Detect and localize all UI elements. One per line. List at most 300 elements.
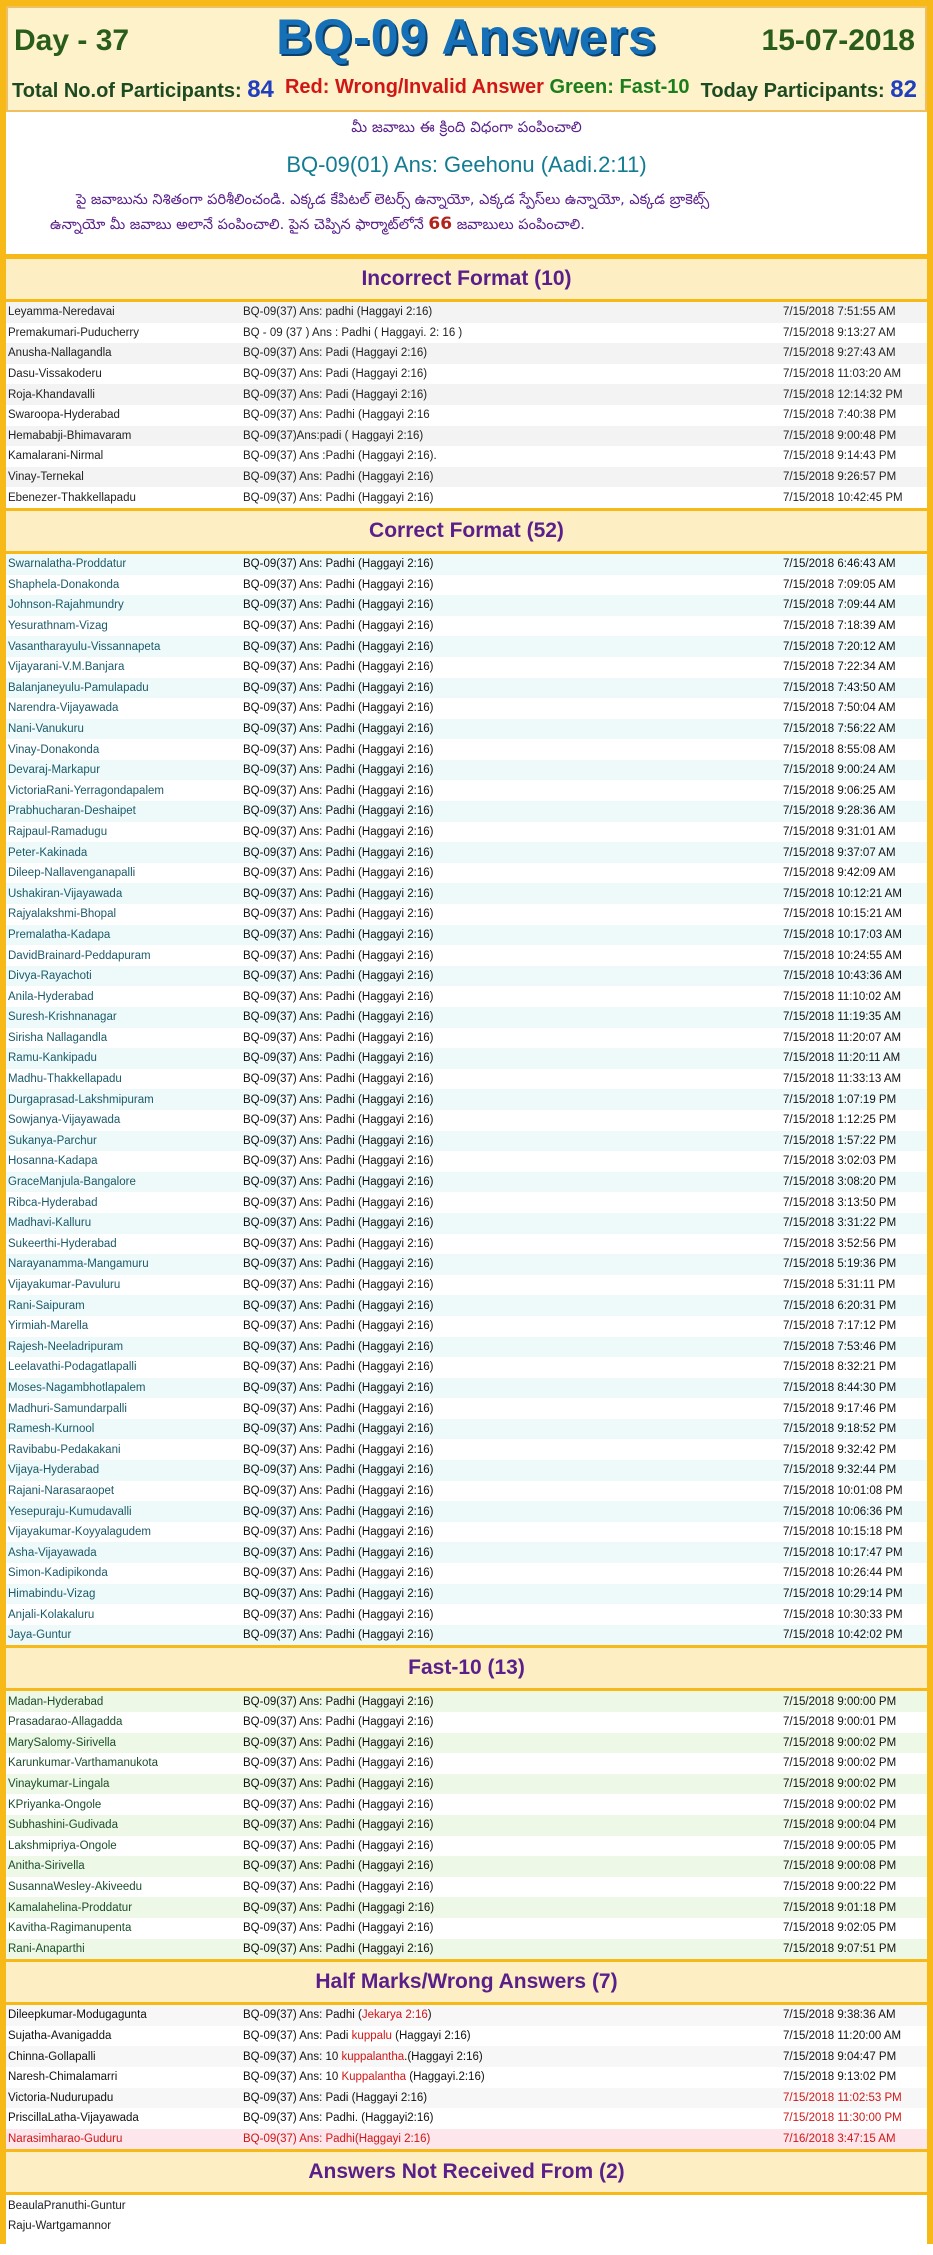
participant-name: SusannaWesley-Akiveedu (8, 1881, 143, 1894)
submitted-time (781, 2026, 927, 2047)
wrong-part: Kuppalantha (341, 2071, 407, 2084)
answer-text (241, 2108, 781, 2129)
submitted-time: 7/15/2018 9:00:02 PM (783, 1798, 897, 1811)
table-row (6, 1398, 927, 1419)
section-correct-header: Correct Format (52) (6, 508, 927, 554)
participant-name: DavidBrainard-Peddapuram (8, 949, 151, 962)
table-row (6, 719, 927, 740)
submitted-time (781, 2129, 927, 2150)
answer-text: BQ-09(37) Ans: Padhi (Haggayi 2:16) (243, 620, 434, 633)
answer-text: BQ-09(37) Ans: Padi (Haggayi 2:16) (243, 347, 428, 360)
table-row (6, 1439, 927, 1460)
submitted-time: 7/15/2018 9:00:22 PM (783, 1881, 897, 1894)
participant-name: Prabhucharan-Deshaipet (8, 805, 136, 818)
participant-name: Madhuri-Samundarpalli (8, 1402, 127, 1415)
table-row (6, 1563, 927, 1584)
participant-name: Vijayakumar-Koyyalagudem (8, 1526, 151, 1539)
table-row (6, 1007, 927, 1028)
participant-name: Suresh-Krishnanagar (8, 1011, 117, 1024)
answer-text: BQ-09(37) Ans: Padhi (Haggayi 2:16) (243, 702, 434, 715)
table-row (6, 1131, 927, 1152)
participant-name: KPriyanka-Ongole (8, 1798, 102, 1811)
table-row (6, 1691, 927, 1712)
participant-name: Peter-Kakinada (8, 846, 88, 859)
submitted-time: 7/15/2018 11:03:20 AM (783, 368, 902, 381)
answer-text: BQ-09(37) Ans: Padhi (Haggayi 2:16) (243, 1716, 434, 1729)
participant-name: Yesepuraju-Kumudavalli (8, 1505, 132, 1518)
table-row (6, 1316, 927, 1337)
submitted-time: 7/15/2018 11:20:11 AM (783, 1052, 901, 1065)
submitted-time: 7/15/2018 8:44:30 PM (783, 1381, 897, 1394)
table-row (6, 1897, 927, 1918)
submitted-time: 7/15/2018 9:00:00 PM (783, 1695, 897, 1708)
answer-text: BQ-09(37) Ans: Padhi (Haggayi 2:16) (243, 1505, 434, 1518)
participant-name: Ravibabu-Pedakakani (8, 1443, 121, 1456)
table-row (6, 1172, 927, 1193)
answer-text: BQ-09(37) Ans: Padhi (Haggayi 2:16) (243, 1608, 434, 1621)
participant-name: Madhavi-Kalluru (8, 1217, 92, 1230)
answer-text: BQ-09(37) Ans: Padhi (Haggayi 2:16) (243, 1196, 434, 1209)
submitted-time: 7/15/2018 7:20:12 AM (783, 640, 896, 653)
answer-text: BQ-09(37) Ans: Padhi (Haggayi 2:16) (243, 1361, 434, 1374)
participant-name: Subhashini-Gudivada (8, 1819, 118, 1832)
table-row (6, 575, 927, 596)
section-incorrect-header: Incorrect Format (10) (6, 256, 927, 302)
legend (285, 76, 690, 104)
submitted-time (781, 2067, 927, 2088)
participant-name: Madan-Hyderabad (8, 1695, 104, 1708)
participant-name: Anila-Hyderabad (8, 990, 94, 1003)
table-row (6, 405, 927, 426)
participant-name: Chinna-Gollapalli (8, 2050, 96, 2063)
submitted-time: 7/15/2018 7:17:12 PM (783, 1320, 897, 1333)
submitted-time: 7/15/2018 7:56:22 AM (783, 722, 896, 735)
participant-name: Leelavathi-Podagatlapalli (8, 1361, 137, 1374)
submitted-time: 7/15/2018 10:12:21 AM (783, 887, 902, 900)
answer-text: BQ-09(37) Ans: Padhi (Haggayi 2:16) (243, 1176, 434, 1189)
submitted-time: 7/15/2018 9:00:02 PM (783, 1757, 897, 1770)
participant-name: Anitha-Sirivella (8, 1860, 85, 1873)
answer-text: BQ-09(37) Ans: Padhi(Haggayi 2:16) (243, 2132, 431, 2145)
answer-text: BQ-09(37) Ans: Padhi (Haggayi 2:16) (243, 1881, 434, 1894)
submitted-time (781, 2216, 927, 2237)
submitted-time: 7/15/2018 3:31:22 PM (783, 1217, 897, 1230)
participant-name: Rani-Saipuram (8, 1299, 85, 1312)
table-row (6, 1815, 927, 1836)
answer-text: BQ-09(37) Ans: Padhi (Haggagi 2:16) (243, 1901, 435, 1914)
table-row (6, 1213, 927, 1234)
answer-text (241, 2067, 781, 2088)
participant-name: Ribca-Hyderabad (8, 1196, 98, 1209)
participant-name: Rani-Anaparthi (8, 1942, 85, 1955)
answer-text: BQ-09(37) Ans: Padhi (Haggayi 2:16) (243, 1093, 434, 1106)
answer-text: BQ-09(37) Ans: Padhi (Jekarya 2:16) (243, 2009, 432, 2022)
table-row (6, 1604, 927, 1625)
participant-name: Karunkumar-Varthamanukota (8, 1757, 158, 1770)
table-row (6, 863, 927, 884)
participant-name: Leyamma-Neredavai (8, 306, 115, 319)
submitted-time: 7/15/2018 7:53:46 PM (783, 1340, 897, 1353)
submitted-time: 7/15/2018 9:06:25 AM (783, 784, 896, 797)
table-row (6, 1481, 927, 1502)
submitted-time: 7/15/2018 9:00:02 PM (783, 1736, 897, 1749)
table-row (6, 2129, 927, 2150)
total-value: 84 (247, 76, 274, 103)
submitted-time: 7/15/2018 3:52:56 PM (783, 1237, 897, 1250)
answer-text: BQ-09(37) Ans :Padhi (Haggayi 2:16). (243, 450, 437, 463)
participant-name: Divya-Rayachoti (8, 970, 92, 983)
table-row (6, 739, 927, 760)
answer-text: BQ-09(37) Ans: Padhi (Haggayi 2:16) (243, 743, 434, 756)
participant-name: Asha-Vijayawada (8, 1546, 97, 1559)
table-row (6, 822, 927, 843)
table-row (6, 302, 927, 323)
table-row (6, 636, 927, 657)
answer-text: BQ-09(37) Ans: Padhi (Haggayi 2:16) (243, 1114, 434, 1127)
table-row (6, 1753, 927, 1774)
table-row (6, 2088, 927, 2109)
submitted-time: 7/15/2018 11:20:00 AM (783, 2030, 902, 2043)
submitted-time: 7/15/2018 7:22:34 AM (783, 661, 896, 674)
submitted-time: 7/15/2018 10:01:08 PM (783, 1484, 903, 1497)
submitted-time: 7/15/2018 9:31:01 AM (783, 825, 896, 838)
table-row (6, 1110, 927, 1131)
submitted-time: 7/15/2018 10:17:03 AM (783, 928, 902, 941)
answer-text (241, 2046, 781, 2067)
submitted-time: 7/15/2018 5:31:11 PM (783, 1279, 896, 1292)
submitted-time: 7/15/2018 5:19:36 PM (783, 1258, 897, 1271)
answer-text: BQ-09(37) Ans: Padhi (Haggayi 2:16) (243, 887, 434, 900)
wrong-part: Jekarya 2:16 (361, 2009, 428, 2022)
submitted-time: 7/15/2018 7:43:50 AM (783, 681, 896, 694)
table-row (6, 801, 927, 822)
answer-text: BQ-09(37) Ans: 10 Kuppalantha (Haggayi.2:16) (243, 2071, 485, 2084)
table-row (6, 1357, 927, 1378)
submitted-time: 7/15/2018 9:00:24 AM (783, 764, 896, 777)
submitted-time: 7/15/2018 8:32:21 PM (783, 1361, 897, 1374)
table-row (6, 1069, 927, 1090)
participant-name: Sukeerthi-Hyderabad (8, 1237, 117, 1250)
participant-name: Narendra-Vijayawada (8, 702, 119, 715)
submitted-time: 7/15/2018 10:24:55 AM (783, 949, 902, 962)
section-missing (6, 2195, 927, 2255)
participant-name: Anusha-Nallagandla (8, 347, 112, 360)
submitted-time: 7/15/2018 10:42:45 PM (783, 491, 903, 504)
participant-name: Kavitha-Ragimanupenta (8, 1922, 132, 1935)
table-row (6, 616, 927, 637)
participant-name: Ebenezer-Thakkellapadu (8, 491, 136, 504)
answer-text: BQ-09(37) Ans: Padhi (Haggayi 2:16) (243, 1757, 434, 1770)
submitted-time: 7/15/2018 9:02:05 PM (783, 1922, 897, 1935)
table-row (6, 487, 927, 508)
answer-text: BQ-09(37) Ans: 10 kuppalantha.(Haggayi 2:16) (243, 2050, 483, 2063)
instructions (6, 112, 927, 256)
answer-text: BQ-09(37) Ans: Padhi (Haggayi 2:16) (243, 1237, 434, 1250)
answer-text: BQ-09(37) Ans: Padhi (Haggayi 2:16) (243, 805, 434, 818)
submitted-time: 7/15/2018 3:08:20 PM (783, 1176, 897, 1189)
participant-name: Ramu-Kankipadu (8, 1052, 97, 1065)
section-half (6, 2005, 927, 2149)
answer-text: BQ-09(37) Ans: Padhi (Haggayi 2:16) (243, 1340, 434, 1353)
answer-text: BQ-09(37) Ans: Padhi (Haggayi 2:16) (243, 1587, 434, 1600)
table-row (6, 1048, 927, 1069)
submitted-time: 7/15/2018 10:42:02 PM (783, 1629, 903, 1642)
table-row (6, 1192, 927, 1213)
participant-name: BeaulaPranuthi-Guntur (8, 2199, 126, 2212)
answer-text: BQ-09(37) Ans: Padhi (Haggayi 2:16) (243, 681, 434, 694)
submitted-time: 7/15/2018 1:57:22 PM (783, 1134, 897, 1147)
participant-name: Dileep-Nallavenganapalli (8, 867, 136, 880)
submitted-time: 7/15/2018 3:13:50 PM (783, 1196, 897, 1209)
submitted-time: 7/15/2018 9:00:48 PM (783, 429, 897, 442)
answer-text (241, 2005, 781, 2026)
table-row (6, 2195, 927, 2216)
legend-red: Red: Wrong/Invalid Answer (284, 76, 544, 98)
participant-name: Hemababji-Bhimavaram (8, 429, 132, 442)
submitted-time: 7/15/2018 10:30:33 PM (783, 1608, 903, 1621)
submitted-time: 7/15/2018 11:30:00 PM (783, 2112, 902, 2125)
submitted-time: 7/15/2018 11:10:02 AM (783, 990, 902, 1003)
participant-name: Sukanya-Parchur (8, 1134, 97, 1147)
participant-name: Vasantharayulu-Vissannapeta (8, 640, 161, 653)
table-row (6, 2026, 927, 2047)
table-row (6, 1522, 927, 1543)
answer-text: BQ-09(37) Ans: Padhi (Haggayi 2:16) (243, 949, 434, 962)
answer-text: BQ-09(37) Ans: Padhi (Haggayi 2:16) (243, 1942, 434, 1955)
answer-text: BQ-09(37) Ans: Padhi (Haggayi 2:16) (243, 578, 434, 591)
submitted-time: 7/15/2018 9:00:08 PM (783, 1860, 897, 1873)
answer-text: BQ-09(37) Ans: Padhi (Haggayi 2:16) (243, 1526, 434, 1539)
answer-text: BQ-09(37) Ans: Padhi (Haggayi 2:16) (243, 1155, 434, 1168)
table-row (6, 467, 927, 488)
participant-name: Ramesh-Kurnool (8, 1423, 95, 1436)
submitted-time: 7/15/2018 9:37:07 AM (783, 846, 896, 859)
submitted-time (781, 2005, 927, 2026)
table-row (6, 554, 927, 575)
participant-name: PriscillaLatha-Vijayawada (8, 2112, 139, 2125)
participant-name: Premalatha-Kadapa (8, 928, 111, 941)
table-row (6, 446, 927, 467)
table-row (6, 780, 927, 801)
header-info-row (12, 76, 917, 104)
table-row (6, 945, 927, 966)
answer-text: BQ-09(37) Ans: Padhi (Haggayi 2:16) (243, 599, 434, 612)
participant-name: Anjali-Kolakaluru (8, 1608, 95, 1621)
today-label: Today Participants: (700, 80, 885, 102)
answer-text: BQ-09(37) Ans: Padhi (Haggayi 2:16) (243, 784, 434, 797)
participant-name: Dileepkumar-Modugagunta (8, 2009, 147, 2022)
submitted-time: 7/15/2018 9:28:36 AM (783, 805, 896, 818)
table-row (6, 1295, 927, 1316)
submitted-time: 7/15/2018 9:01:18 PM (783, 1901, 897, 1914)
answer-count: 66 (428, 214, 453, 234)
answer-text (241, 2026, 781, 2047)
participant-name: Dasu-Vissakoderu (8, 368, 102, 381)
participant-name: Naresh-Chimalamarri (8, 2071, 118, 2084)
day-label: Day - 37 (14, 24, 130, 57)
participant-name: Nani-Vanukuru (8, 722, 84, 735)
table-row (6, 2005, 927, 2026)
participant-name: Vijaya-Hyderabad (8, 1464, 100, 1477)
answer-text: BQ-09(37) Ans: Padhi (Haggayi 2:16) (243, 1134, 434, 1147)
submitted-time: 7/15/2018 7:51:55 AM (783, 306, 896, 319)
table-row (6, 1939, 927, 1960)
answer-text: BQ-09(37) Ans: Padhi (Haggayi 2:16) (243, 1567, 434, 1580)
table-row (6, 2108, 927, 2129)
table-row (6, 1794, 927, 1815)
table-row (6, 760, 927, 781)
table-row (6, 1337, 927, 1358)
submitted-time: 7/15/2018 12:14:32 PM (783, 388, 903, 401)
table-row (6, 842, 927, 863)
answer-text: BQ-09(37) Ans: Padi (Haggayi 2:16) (243, 388, 428, 401)
submitted-time: 7/15/2018 9:00:02 PM (783, 1778, 897, 1791)
table-row (6, 1234, 927, 1255)
submitted-time: 7/15/2018 9:26:57 PM (783, 471, 897, 484)
answer-text: BQ-09(37) Ans: Padhi (Haggayi 2:16) (243, 1217, 434, 1230)
submitted-time (781, 2046, 927, 2067)
submitted-time: 7/15/2018 9:13:27 AM (783, 326, 896, 339)
page-title: BQ-09 Answers (276, 9, 657, 65)
participant-name: Kamalarani-Nirmal (8, 450, 104, 463)
submitted-time: 7/15/2018 9:00:01 PM (783, 1716, 897, 1729)
answer-text (241, 2129, 781, 2150)
answer-text: BQ-09(37) Ans: Padhi (Haggayi 2:16) (243, 1695, 434, 1708)
submitted-time: 7/15/2018 7:09:05 AM (783, 578, 896, 591)
today-participants (701, 76, 917, 104)
section-correct (6, 554, 927, 1645)
answer-text: BQ-09(37) Ans: Padhi (Haggayi 2:16) (243, 764, 434, 777)
table-row (6, 657, 927, 678)
table-row (6, 2046, 927, 2067)
answer-text: BQ-09(37) Ans: Padhi (Haggayi 2:16) (243, 1839, 434, 1852)
participant-name: Simon-Kadipikonda (8, 1567, 108, 1580)
table-row (6, 1254, 927, 1275)
participant-name: Vijayakumar-Pavuluru (8, 1279, 121, 1292)
participant-name: Premakumari-Puducherry (8, 326, 140, 339)
participant-name: Sirisha Nallagandla (8, 1031, 108, 1044)
submitted-time: 7/15/2018 9:00:04 PM (783, 1819, 897, 1832)
participant-name: Raju-Wartgamannor (8, 2220, 112, 2233)
submitted-time: 7/15/2018 7:18:39 AM (783, 620, 896, 633)
answer-text: BQ-09(37) Ans: Padhi (Haggayi 2:16) (243, 846, 434, 859)
submitted-time: 7/15/2018 9:07:51 PM (783, 1942, 897, 1955)
answer-text (241, 2088, 781, 2109)
participant-name: Sujatha-Avanigadda (8, 2030, 112, 2043)
participant-name: Prasadarao-Allagadda (8, 1716, 123, 1729)
instructions-line1: పై జవాబును నిశితంగా పరిశీలించండి. ఎక్కడ కేపిటల్ లెటర్స్ ఉన్నాయో, ఎక్కడ స్పేస్‌లు ఉన్నాయో, ఎక్కడ బ్రాకెట్స్ (76, 192, 710, 208)
answer-text: BQ-09(37) Ans: Padhi (Haggayi 2:16) (243, 1381, 434, 1394)
table-row (6, 678, 927, 699)
table-row (6, 966, 927, 987)
table-row (6, 1460, 927, 1481)
participant-name: Rajpaul-Ramadugu (8, 825, 108, 838)
participant-name: Devaraj-Markapur (8, 764, 101, 777)
participant-name: Kamalahelina-Proddatur (8, 1901, 133, 1914)
answer-text: BQ-09(37) Ans: Padhi (Haggayi 2:16) (243, 1546, 434, 1559)
participant-name: Shaphela-Donakonda (8, 578, 120, 591)
table-row (6, 1918, 927, 1939)
table-row (6, 2216, 927, 2237)
submitted-time: 7/15/2018 1:07:19 PM (783, 1093, 897, 1106)
answer-text: BQ-09(37) Ans: Padhi (Haggayi 2:16) (243, 661, 434, 674)
participant-name: Yesurathnam-Vizag (8, 620, 108, 633)
participant-name: Jaya-Guntur (8, 1629, 72, 1642)
answer-text: BQ-09(37) Ans: Padhi (Haggayi 2:16) (243, 1736, 434, 1749)
participant-name: Durgaprasad-Lakshmipuram (8, 1093, 154, 1106)
table-row (6, 1028, 927, 1049)
submitted-time: 7/16/2018 3:47:15 AM (783, 2132, 896, 2145)
participant-name: Narasimharao-Guduru (6, 2129, 241, 2150)
header (6, 6, 927, 112)
table-row (6, 883, 927, 904)
submitted-time: 7/15/2018 6:20:31 PM (783, 1299, 897, 1312)
table-row (6, 595, 927, 616)
participant-name: GraceManjula-Bangalore (8, 1176, 136, 1189)
answer-text: BQ - 09 (37 ) Ans : Padhi ( Haggayi. 2: 16 ) (243, 326, 463, 339)
participant-name: Vinay-Ternekal (8, 471, 84, 484)
wrong-part: kuppalantha (341, 2050, 405, 2063)
answer-text: BQ-09(37) Ans: Padhi (Haggayi 2:16) (243, 1443, 434, 1456)
participant-name: Yirmiah-Marella (8, 1320, 89, 1333)
section-fast (6, 1691, 927, 1959)
answer-text: BQ-09(37) Ans: Padhi (Haggayi 2:16) (243, 990, 434, 1003)
answer-text: BQ-09(37) Ans: Padi kuppalu (Haggayi 2:16) (243, 2030, 471, 2043)
table-row (6, 1856, 927, 1877)
answer-text (241, 2216, 781, 2237)
participant-name: Johnson-Rajahmundry (8, 599, 124, 612)
participant-name: Sowjanya-Vijayawada (8, 1114, 121, 1127)
participant-name: Ushakiran-Vijayawada (8, 887, 123, 900)
participant-name: Rajesh-Neeladripuram (8, 1340, 124, 1353)
answer-text: BQ-09(37) Ans: Padhi (Haggayi 2:16) (243, 825, 434, 838)
line2-text-b: జవాబులు పంపించాలి. (456, 217, 585, 233)
submitted-time: 7/15/2018 9:32:44 PM (783, 1464, 897, 1477)
table-row (6, 986, 927, 1007)
answer-text: BQ-09(37) Ans: Padhi (Haggayi 2:16) (243, 1031, 434, 1044)
table-row (6, 364, 927, 385)
submitted-time: 7/15/2018 9:04:47 PM (783, 2050, 897, 2063)
participant-name: Moses-Nagambhotlapalem (8, 1381, 146, 1394)
submitted-time: 7/15/2018 11:33:13 AM (783, 1073, 902, 1086)
table-row (6, 323, 927, 344)
participant-name: Vinaykumar-Lingala (8, 1778, 110, 1791)
submitted-time: 7/15/2018 10:26:44 PM (783, 1567, 903, 1580)
answer-text: BQ-09(37) Ans: Padhi (Haggayi 2:16) (243, 928, 434, 941)
answer-text: BQ-09(37) Ans: Padhi (Haggayi 2:16) (243, 1922, 434, 1935)
table-row (6, 1877, 927, 1898)
answer-text: BQ-09(37) Ans: Padhi (Haggayi 2:16) (243, 1798, 434, 1811)
participant-name: Roja-Khandavalli (8, 388, 95, 401)
submitted-time: 7/15/2018 8:55:08 AM (783, 743, 896, 756)
legend-green: Green: Fast-10 (549, 76, 690, 98)
total-participants (12, 76, 274, 104)
submitted-time: 7/15/2018 9:27:43 AM (783, 347, 896, 360)
table-row (6, 2067, 927, 2088)
answer-text: BQ-09(37) Ans: Padhi (Haggayi 2:16 (243, 409, 430, 422)
answer-text: BQ-09(37) Ans: Padhi (Haggayi 2:16) (243, 1464, 434, 1477)
table-row (6, 698, 927, 719)
table-row (6, 343, 927, 364)
submitted-time: 7/15/2018 10:29:14 PM (783, 1587, 903, 1600)
answer-text: BQ-09(37) Ans: Padhi (Haggayi 2:16) (243, 1860, 434, 1873)
table-row (6, 1419, 927, 1440)
submitted-time: 7/15/2018 9:17:46 PM (783, 1402, 897, 1415)
section-missing-header: Answers Not Received From (2) (6, 2149, 927, 2195)
table-row (6, 1542, 927, 1563)
submitted-time: 7/15/2018 9:14:43 PM (783, 450, 897, 463)
submitted-time: 7/15/2018 3:02:03 PM (783, 1155, 897, 1168)
